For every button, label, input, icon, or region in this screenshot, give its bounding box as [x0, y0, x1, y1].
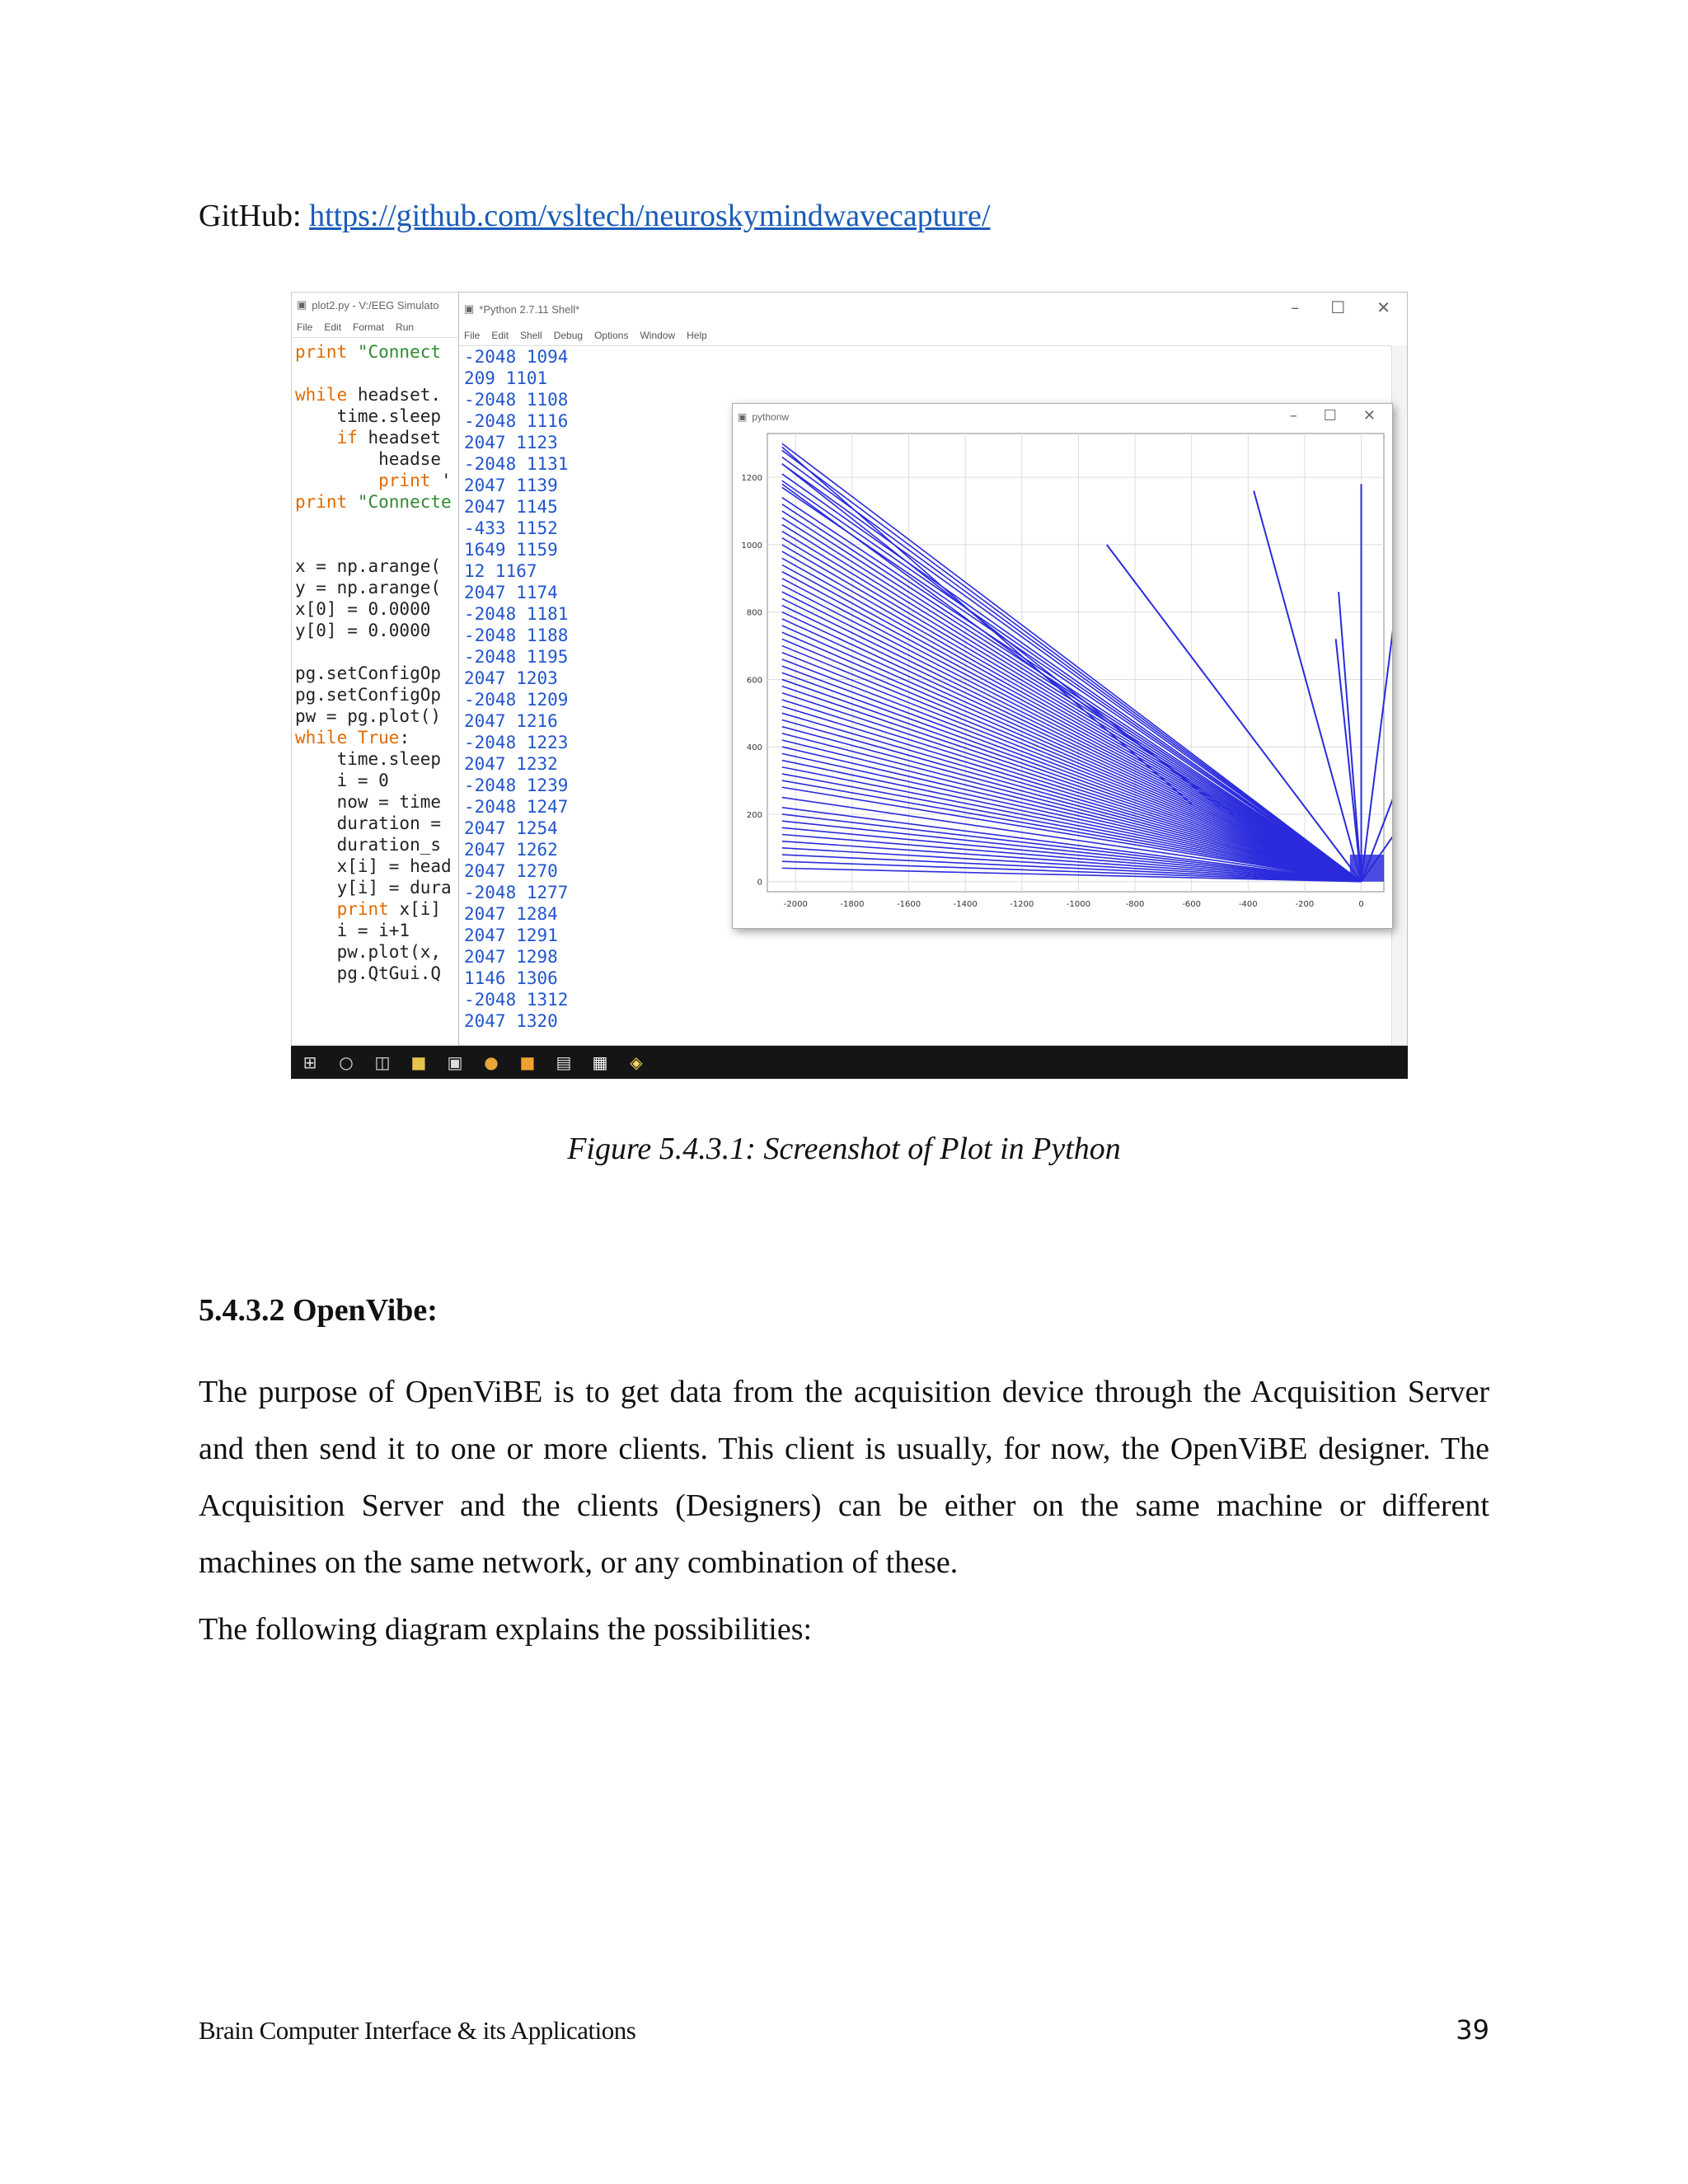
code-line: pg.QtGui.Q	[295, 963, 442, 983]
x-tick-label: -2000	[783, 900, 808, 909]
minimize-icon[interactable]: –	[1291, 298, 1300, 317]
editor-title: plot2.py - V:/EEG Simulato	[312, 298, 439, 312]
code-line: print '	[295, 471, 452, 490]
shell-output-line: 2047 1232	[464, 754, 558, 774]
code-line: if headset	[295, 428, 442, 448]
editor-menu-bar	[292, 317, 459, 338]
shell-output-line: 2047 1174	[464, 583, 558, 602]
windows-start-icon[interactable]: ⊞	[302, 1052, 317, 1072]
shell-scrollbar[interactable]	[1391, 345, 1407, 1045]
terminal-icon[interactable]: ▤	[556, 1052, 572, 1072]
code-line: print "Connecte	[295, 492, 452, 512]
code-line: time.sleep	[295, 406, 442, 426]
code-line: duration =	[295, 813, 442, 833]
shell-output-line: -2048 1312	[464, 990, 569, 1010]
shell-output-line: 2047 1139	[464, 476, 558, 495]
editor-menu-run[interactable]: Run	[396, 321, 415, 333]
plot-close-icon[interactable]: ✕	[1362, 407, 1376, 424]
shell-output-line: -2048 1094	[464, 347, 569, 367]
shell-output-line: 1146 1306	[464, 968, 558, 988]
chrome-icon[interactable]: ●	[484, 1052, 499, 1072]
y-tick-label: 600	[746, 676, 762, 686]
editor-code	[292, 338, 459, 984]
shell-output-line: 12 1167	[464, 561, 537, 581]
x-tick-label: 0	[1358, 900, 1364, 909]
shell-output-line: -2048 1209	[464, 690, 569, 710]
data-dense-cluster	[1350, 855, 1384, 882]
section-followup: The following diagram explains the possibilities:	[199, 1612, 813, 1647]
editor-title-bar	[292, 293, 459, 317]
shell-output-line: 1649 1159	[464, 540, 558, 560]
code-line: duration_s	[295, 835, 442, 855]
shell-output-line: 209 1101	[464, 368, 548, 388]
shell-output-line: -2048 1247	[464, 797, 569, 817]
x-tick-label: -1200	[1010, 900, 1034, 909]
plot-window-controls	[1290, 407, 1376, 424]
shell-menu-edit[interactable]: Edit	[491, 330, 509, 341]
task-view-icon[interactable]: ◫	[374, 1052, 391, 1072]
code-line: time.sleep	[295, 749, 442, 769]
code-line: y[i] = dura	[295, 878, 452, 898]
y-tick-label: 1200	[741, 474, 762, 484]
figure-caption: Figure 5.4.3.1: Screenshot of Plot in Python	[567, 1132, 1121, 1166]
code-line	[295, 363, 459, 384]
github-label: GitHub:	[199, 199, 302, 233]
shell-output-line: -2048 1108	[464, 390, 569, 410]
y-tick-label: 0	[757, 878, 762, 888]
shell-output-line: 2047 1270	[464, 861, 558, 881]
editor-menu-format[interactable]: Format	[353, 321, 385, 333]
shell-menu-shell[interactable]: Shell	[520, 330, 542, 341]
python-file-icon: ▣	[297, 298, 307, 311]
shell-output-line: 2047 1291	[464, 926, 558, 945]
shell-output-line: -2048 1181	[464, 604, 569, 624]
python-icon[interactable]: ◈	[630, 1052, 643, 1072]
shell-menu-options[interactable]: Options	[594, 330, 629, 341]
idle-icon[interactable]: ▦	[592, 1052, 608, 1072]
github-line	[199, 198, 990, 234]
x-tick-label: -1000	[1066, 900, 1090, 909]
shell-output-line: 2047 1254	[464, 818, 558, 838]
section-paragraph: The purpose of OpenViBE is to get data from the acquisition device through the Acquisition Server and then send it to one or more clients. This client is usually, for now, the OpenViBE designer. The Acquisition Server and the clients (Designers) can be either on the same machine or different machines on the same network, or any combination of these.	[199, 1375, 1489, 1580]
code-line: x[i] = head	[295, 856, 452, 876]
x-tick-label: -1600	[897, 900, 921, 909]
plot-chart	[733, 430, 1392, 928]
y-tick-label: 400	[746, 743, 762, 753]
x-tick-label: -400	[1238, 900, 1258, 909]
shell-output-line: -2048 1239	[464, 776, 569, 795]
y-tick-label: 200	[746, 810, 762, 820]
figure-screenshot	[291, 292, 1408, 1079]
plot-window-icon: ▣	[738, 411, 748, 423]
shell-window-controls	[1291, 298, 1390, 317]
code-line: pw = pg.plot()	[295, 706, 442, 726]
code-line: y[0] = 0.0000	[295, 621, 431, 640]
code-line: print "Connect	[295, 342, 442, 362]
shell-output-line: -433 1152	[464, 518, 558, 538]
code-line: print x[i]	[295, 899, 442, 919]
plot-maximize-icon[interactable]: ☐	[1323, 407, 1337, 424]
code-line: while True:	[295, 728, 410, 748]
shell-title-bar	[459, 293, 1407, 326]
store-icon[interactable]: ▣	[447, 1052, 463, 1072]
shell-output-line: 2047 1216	[464, 711, 558, 731]
folder-icon[interactable]: ■	[410, 1052, 427, 1072]
footer-title: Brain Computer Interface & its Applications	[199, 2016, 636, 2045]
x-tick-label: -800	[1125, 900, 1145, 909]
shell-output-line: -2048 1116	[464, 411, 569, 431]
code-line: while headset.	[295, 385, 442, 405]
code-line: pw.plot(x,	[295, 942, 442, 962]
shell-output-line: 2047 1123	[464, 433, 558, 452]
x-tick-label: -1400	[953, 900, 978, 909]
shell-menu-bar	[459, 326, 1407, 346]
shell-output-line: 2047 1145	[464, 497, 558, 517]
shell-menu-debug[interactable]: Debug	[553, 330, 584, 341]
shell-menu-help[interactable]: Help	[687, 330, 707, 341]
editor-window	[291, 292, 460, 1046]
shell-output-line: -2048 1131	[464, 454, 569, 474]
shell-output-line: -2048 1195	[464, 647, 569, 667]
code-line	[295, 534, 459, 555]
code-line	[295, 641, 459, 663]
y-tick-label: 1000	[741, 541, 762, 551]
code-line: pg.setConfigOp	[295, 663, 442, 683]
shell-output-line: 2047 1262	[464, 840, 558, 860]
shell-output-line: -2048 1277	[464, 883, 569, 902]
section-heading: 5.4.3.2 OpenVibe:	[199, 1293, 438, 1328]
code-line: x = np.arange(	[295, 556, 442, 576]
page-number: 39	[1456, 2014, 1489, 2046]
editor-menu-edit[interactable]: Edit	[324, 321, 342, 333]
x-tick-label: -1800	[840, 900, 865, 909]
editor-menu-file[interactable]: File	[297, 321, 313, 333]
github-link[interactable]: https://github.com/vsltech/neuroskymindwavecapture/	[309, 199, 991, 233]
code-line: pg.setConfigOp	[295, 685, 442, 705]
shell-menu-file[interactable]: File	[464, 330, 481, 341]
code-line: i = i+1	[295, 921, 410, 940]
plot-window	[732, 403, 1393, 929]
y-tick-label: 800	[746, 608, 762, 618]
shell-output-line: 2047 1284	[464, 904, 558, 924]
search-icon[interactable]: ○	[339, 1052, 354, 1072]
close-icon[interactable]: ✕	[1376, 298, 1390, 317]
app-icon[interactable]: ■	[519, 1052, 536, 1072]
x-tick-label: -600	[1182, 900, 1202, 909]
shell-output-line: -2048 1223	[464, 733, 569, 752]
x-tick-label: -200	[1295, 900, 1315, 909]
code-line: i = 0	[295, 771, 389, 790]
code-line: headse	[295, 449, 442, 469]
shell-output-line: 2047 1298	[464, 947, 558, 967]
code-line: y = np.arange(	[295, 578, 442, 598]
code-line: x[0] = 0.0000	[295, 599, 431, 619]
shell-output-line: -2048 1188	[464, 626, 569, 645]
taskbar	[291, 1046, 1408, 1079]
shell-output-line: 2047 1320	[464, 1011, 558, 1031]
shell-output-line: 2047 1203	[464, 668, 558, 688]
shell-menu-window[interactable]: Window	[640, 330, 676, 341]
plot-title: pythonw	[752, 411, 790, 423]
maximize-icon[interactable]: ☐	[1330, 298, 1346, 317]
python-shell-icon: ▣	[464, 302, 475, 315]
code-line: now = time	[295, 792, 442, 812]
plot-minimize-icon[interactable]: –	[1289, 407, 1297, 424]
shell-title: *Python 2.7.11 Shell*	[479, 302, 580, 316]
code-line	[295, 513, 459, 534]
